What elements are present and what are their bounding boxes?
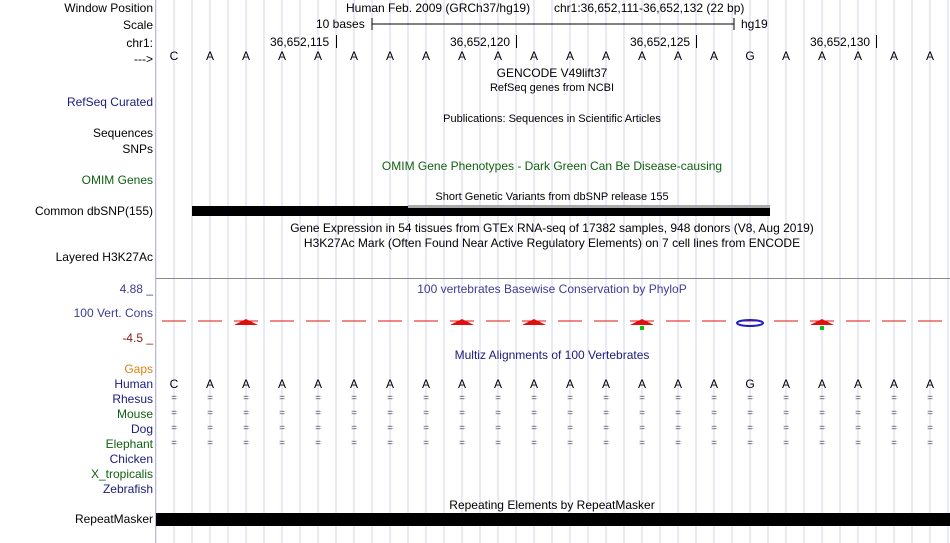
alignment-match: = — [531, 438, 537, 449]
conservation-track-label[interactable]: 100 Vert. Cons — [73, 306, 153, 320]
sequence-base: G — [745, 49, 755, 63]
alignment-match: = — [351, 438, 357, 449]
dbsnp-variant-highlight — [408, 205, 770, 208]
sequence-base: A — [421, 49, 430, 63]
alignment-match: = — [747, 438, 753, 449]
alignment-match: = — [927, 438, 933, 449]
sequence-base: A — [241, 49, 250, 63]
coord-tick-mark — [516, 35, 517, 48]
chrom-label: chr1: — [126, 36, 153, 50]
alignment-match: = — [711, 438, 717, 449]
alignment-match: = — [459, 408, 465, 419]
alignment-match: = — [855, 408, 861, 419]
alignment-match: = — [855, 423, 861, 434]
coord-tick-mark — [336, 35, 337, 48]
species-label: Mouse — [116, 407, 153, 421]
sequence-base: A — [205, 49, 214, 63]
alignment-match: = — [207, 408, 213, 419]
alignment-match: = — [423, 393, 429, 404]
alignment-match: = — [495, 423, 501, 434]
gaps-label: Gaps — [124, 362, 153, 376]
conservation-logo — [156, 312, 950, 334]
sequence-base: A — [313, 49, 322, 63]
coord-tick-mark — [876, 35, 877, 48]
alignment-match: = — [819, 408, 825, 419]
alignment-base: A — [601, 377, 610, 391]
sequence-base: A — [637, 49, 646, 63]
alignment-base: A — [313, 377, 322, 391]
sequence-base: A — [565, 49, 574, 63]
alignment-match: = — [531, 393, 537, 404]
alignment-match: = — [927, 393, 933, 404]
alignment-match: = — [711, 408, 717, 419]
alignment-match: = — [279, 408, 285, 419]
alignment-match: = — [243, 393, 249, 404]
alignment-match: = — [243, 408, 249, 419]
alignment-match: = — [639, 438, 645, 449]
alignment-match: = — [711, 423, 717, 434]
sequence-base: A — [781, 49, 790, 63]
omim-track-title[interactable]: OMIM Gene Phenotypes - Dark Green Can Be Disease-causing — [381, 159, 723, 173]
repeatmasker-track-label[interactable]: RepeatMasker — [74, 512, 153, 526]
alignment-match: = — [387, 408, 393, 419]
alignment-match: = — [639, 423, 645, 434]
alignment-match: = — [279, 393, 285, 404]
sequence-base: A — [601, 49, 610, 63]
alignment-match: = — [531, 408, 537, 419]
alignment-base: A — [925, 377, 934, 391]
h3k27ac-track-label[interactable]: Layered H3K27Ac — [55, 250, 153, 264]
alignment-match: = — [531, 423, 537, 434]
conservation-track-title[interactable]: 100 vertebrates Basewise Conservation by PhyloP — [417, 282, 687, 296]
alignment-match: = — [495, 438, 501, 449]
sequence-base: A — [385, 49, 394, 63]
coord-tick-label: 36,652,125 — [630, 35, 691, 49]
sequence-base: A — [817, 49, 826, 63]
publications-track-title[interactable]: Publications: Sequences in Scientific Articles — [443, 113, 661, 125]
alignment-base: A — [637, 377, 646, 391]
alignment-base: A — [673, 377, 682, 391]
species-label: X_tropicalis — [90, 467, 153, 481]
alignment-match: = — [603, 423, 609, 434]
alignment-match: = — [171, 423, 177, 434]
alignment-match: = — [675, 408, 681, 419]
multiz-track-title[interactable]: Multiz Alignments of 100 Vertebrates — [454, 348, 650, 362]
h3k27ac-track-title[interactable]: H3K27Ac Mark (Often Found Near Active Regulatory Elements) on 7 cell lines from ENCODE — [303, 236, 801, 250]
sequence-base: A — [673, 49, 682, 63]
alignment-match: = — [387, 393, 393, 404]
conservation-base-mark — [640, 326, 644, 330]
alignment-base: A — [889, 377, 898, 391]
alignment-match: = — [423, 423, 429, 434]
alignment-match: = — [279, 438, 285, 449]
alignment-match: = — [747, 393, 753, 404]
conservation-base-mark — [820, 326, 824, 330]
alignment-match: = — [783, 423, 789, 434]
alignment-base: A — [241, 377, 250, 391]
sequence-base: A — [889, 49, 898, 63]
species-label: Chicken — [109, 452, 153, 466]
alignment-match: = — [891, 408, 897, 419]
alignment-match: = — [855, 438, 861, 449]
alignment-base: A — [529, 377, 538, 391]
species-label: Human — [114, 377, 153, 391]
alignment-match: = — [207, 393, 213, 404]
alignment-base: A — [385, 377, 394, 391]
sequence-base: A — [529, 49, 538, 63]
alignment-match: = — [459, 423, 465, 434]
alignment-base: G — [745, 377, 755, 391]
scale-label: Scale — [122, 18, 153, 32]
gtex-track-title[interactable]: Gene Expression in 54 tissues from GTEx RNA-seq of 17382 samples, 948 donors (V8, Aug 2019) — [290, 221, 814, 235]
refseq-track-label[interactable]: RefSeq Curated — [66, 95, 153, 109]
sequence-base: A — [457, 49, 466, 63]
scale-db-text: hg19 — [741, 17, 768, 31]
position-text: chr1:36,652,111-36,652,132 (22 bp) — [554, 1, 745, 15]
species-label: Zebrafish — [102, 482, 153, 496]
track-separator — [156, 278, 950, 279]
alignment-base: A — [565, 377, 574, 391]
alignment-match: = — [351, 408, 357, 419]
alignment-match: = — [567, 438, 573, 449]
alignment-match: = — [171, 393, 177, 404]
coord-tick-mark — [696, 35, 697, 48]
alignment-match: = — [171, 438, 177, 449]
sequences-track-label[interactable]: Sequences — [92, 126, 153, 140]
alignment-match: = — [351, 393, 357, 404]
alignment-base: A — [277, 377, 286, 391]
sequence-base: A — [349, 49, 358, 63]
dbsnp-track-title[interactable]: Short Genetic Variants from dbSNP release 155 — [435, 191, 669, 203]
conservation-peak — [630, 319, 654, 325]
omim-track-label[interactable]: OMIM Genes — [81, 173, 153, 187]
alignment-match: = — [207, 423, 213, 434]
alignment-match: = — [639, 408, 645, 419]
alignment-match: = — [747, 423, 753, 434]
conservation-peak — [450, 319, 474, 325]
conservation-peak — [234, 319, 258, 325]
species-label: Rhesus — [112, 392, 153, 406]
alignment-match: = — [675, 438, 681, 449]
alignment-match: = — [567, 408, 573, 419]
scale-bar — [370, 17, 736, 31]
window-position-label: Window Position — [64, 1, 153, 15]
alignment-match: = — [567, 423, 573, 434]
alignment-match: = — [603, 438, 609, 449]
alignment-base: A — [205, 377, 214, 391]
alignment-match: = — [171, 408, 177, 419]
alignment-base: A — [457, 377, 466, 391]
alignment-match: = — [423, 438, 429, 449]
alignment-match: = — [783, 438, 789, 449]
alignment-match: = — [279, 423, 285, 434]
alignment-match: = — [315, 438, 321, 449]
sequence-base: A — [709, 49, 718, 63]
alignment-base: A — [349, 377, 358, 391]
conservation-peak — [810, 319, 834, 325]
sequence-base: A — [493, 49, 502, 63]
dbsnp-track-label[interactable]: Common dbSNP(155) — [34, 204, 153, 218]
conservation-g-mark — [737, 320, 763, 326]
alignment-match: = — [387, 423, 393, 434]
strand-label: ---> — [134, 52, 153, 66]
alignment-match: = — [891, 423, 897, 434]
alignment-match: = — [387, 438, 393, 449]
repeatmasker-element-bar[interactable] — [156, 513, 950, 526]
alignment-match: = — [819, 423, 825, 434]
refseq-subtitle: RefSeq genes from NCBI — [489, 82, 615, 94]
gencode-track-title[interactable]: GENCODE V49lift37 — [496, 66, 608, 80]
alignment-match: = — [783, 408, 789, 419]
alignment-match: = — [459, 438, 465, 449]
alignment-match: = — [711, 393, 717, 404]
alignment-match: = — [747, 408, 753, 419]
alignment-match: = — [243, 438, 249, 449]
alignment-match: = — [675, 423, 681, 434]
alignment-match: = — [819, 393, 825, 404]
coord-tick-label: 36,652,130 — [810, 35, 871, 49]
coord-tick-label: 36,652,120 — [450, 35, 511, 49]
alignment-match: = — [891, 393, 897, 404]
sequence-base: A — [277, 49, 286, 63]
alignment-match: = — [783, 393, 789, 404]
sequence-base: C — [169, 49, 179, 63]
sequence-base: A — [853, 49, 862, 63]
species-label: Elephant — [105, 437, 153, 451]
species-label: Dog — [130, 422, 153, 436]
alignment-match: = — [927, 423, 933, 434]
alignment-match: = — [315, 423, 321, 434]
alignment-base: C — [169, 377, 179, 391]
alignment-match: = — [927, 408, 933, 419]
alignment-match: = — [315, 393, 321, 404]
alignment-base: A — [421, 377, 430, 391]
conservation-min-label: -4.5 _ — [122, 331, 153, 345]
alignment-match: = — [603, 408, 609, 419]
alignment-match: = — [639, 393, 645, 404]
alignment-match: = — [495, 393, 501, 404]
alignment-base: A — [853, 377, 862, 391]
alignment-base: A — [493, 377, 502, 391]
alignment-match: = — [351, 423, 357, 434]
alignment-match: = — [603, 393, 609, 404]
alignment-match: = — [243, 423, 249, 434]
conservation-peak — [522, 319, 546, 325]
scale-bases-text: 10 bases — [316, 17, 365, 31]
alignment-match: = — [855, 393, 861, 404]
alignment-match: = — [891, 438, 897, 449]
assembly-text: Human Feb. 2009 (GRCh37/hg19) — [346, 1, 531, 15]
alignment-base: A — [781, 377, 790, 391]
alignment-match: = — [675, 393, 681, 404]
sequence-base: A — [925, 49, 934, 63]
snps-track-label[interactable]: SNPs — [122, 142, 153, 156]
conservation-max-label: 4.88 _ — [119, 282, 153, 296]
alignment-match: = — [459, 393, 465, 404]
repeatmasker-track-title[interactable]: Repeating Elements by RepeatMasker — [449, 498, 655, 512]
alignment-match: = — [819, 438, 825, 449]
alignment-match: = — [207, 438, 213, 449]
alignment-base: A — [817, 377, 826, 391]
coord-tick-label: 36,652,115 — [270, 35, 330, 49]
alignment-match: = — [315, 408, 321, 419]
alignment-match: = — [567, 393, 573, 404]
alignment-match: = — [423, 408, 429, 419]
alignment-match: = — [495, 408, 501, 419]
alignment-base: A — [709, 377, 718, 391]
